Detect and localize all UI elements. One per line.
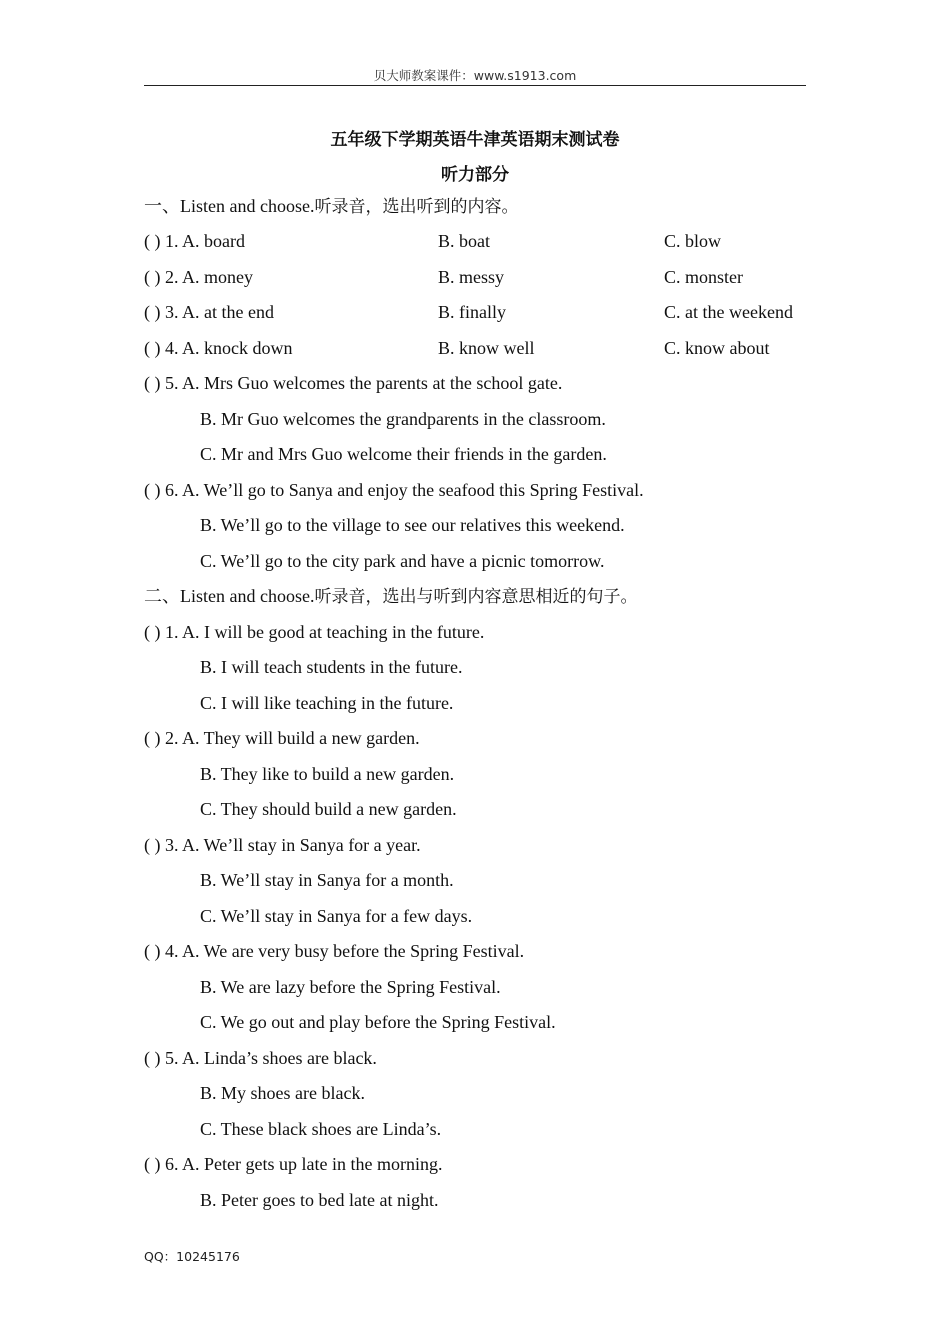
option-a: ( ) 1. A. board xyxy=(144,231,245,251)
s2-question-5-option-a: ( ) 5. A. Linda’s shoes are black. xyxy=(144,1048,377,1068)
s2-question-6-option-a: ( ) 6. A. Peter gets up late in the morning. xyxy=(144,1154,443,1174)
question-row xyxy=(144,265,806,289)
s2-question-3-option-a: ( ) 3. A. We’ll stay in Sanya for a year. xyxy=(144,835,421,855)
section2-heading xyxy=(144,584,637,608)
exam-title: 五年级下学期英语牛津英语期末测试卷 xyxy=(330,130,620,150)
s2-question-4-option-c: C. We go out and play before the Spring Festival. xyxy=(200,1012,556,1032)
s2-question-5-option-c: C. These black shoes are Linda’s. xyxy=(200,1119,442,1139)
question-row xyxy=(144,300,806,324)
s2-question-4-option-a: ( ) 4. A. We are very busy before the Spring Festival. xyxy=(144,941,525,961)
question-row xyxy=(144,229,806,253)
option-b: B. boat xyxy=(438,231,490,251)
header-rule xyxy=(144,85,806,86)
s2-question-1-option-a: ( ) 1. A. I will be good at teaching in the future. xyxy=(144,622,485,642)
option-b: B. messy xyxy=(438,267,505,287)
s2-question-4-option-b: B. We are lazy before the Spring Festival. xyxy=(200,977,501,997)
exam-subtitle: 听力部分 xyxy=(441,165,509,185)
question-6-option-c: C. We’ll go to the city park and have a picnic tomorrow. xyxy=(200,551,605,571)
question-5-option-a: ( ) 5. A. Mrs Guo welcomes the parents at the school gate. xyxy=(144,373,563,393)
section2-heading-en: 二、Listen and choose. xyxy=(144,586,315,606)
section2-heading-zh: 听录音，选出与听到内容意思相近的句子。 xyxy=(314,587,638,607)
option-b: B. know well xyxy=(438,338,535,358)
option-b: B. finally xyxy=(438,302,506,322)
option-c: C. monster xyxy=(664,267,743,287)
s2-question-6-option-b: B. Peter goes to bed late at night. xyxy=(200,1190,439,1210)
s2-question-1-option-b: B. I will teach students in the future. xyxy=(200,657,463,677)
section1-heading-en: 一、Listen and choose. xyxy=(144,196,315,216)
question-5-option-c: C. Mr and Mrs Guo welcome their friends in the garden. xyxy=(200,444,607,464)
page-footer: QQ：10245176 xyxy=(144,1249,240,1264)
question-6-option-b: B. We’ll go to the village to see our relatives this weekend. xyxy=(200,515,625,535)
section1-heading xyxy=(144,194,518,218)
option-a: ( ) 3. A. at the end xyxy=(144,302,274,322)
question-row xyxy=(144,336,806,360)
option-c: C. at the weekend xyxy=(664,302,793,322)
option-c: C. know about xyxy=(664,338,770,358)
s2-question-3-option-b: B. We’ll stay in Sanya for a month. xyxy=(200,870,454,890)
page-header: 贝大师教案课件：www.s1913.com xyxy=(373,68,577,83)
section1-heading-zh: 听录音，选出听到的内容。 xyxy=(314,197,519,217)
s2-question-2-option-c: C. They should build a new garden. xyxy=(200,799,457,819)
s2-question-3-option-c: C. We’ll stay in Sanya for a few days. xyxy=(200,906,473,926)
option-c: C. blow xyxy=(664,231,722,251)
option-a: ( ) 4. A. knock down xyxy=(144,338,293,358)
question-5-option-b: B. Mr Guo welcomes the grandparents in the classroom. xyxy=(200,409,606,429)
s2-question-5-option-b: B. My shoes are black. xyxy=(200,1083,365,1103)
option-a: ( ) 2. A. money xyxy=(144,267,253,287)
question-6-option-a: ( ) 6. A. We’ll go to Sanya and enjoy the seafood this Spring Festival. xyxy=(144,480,644,500)
s2-question-2-option-a: ( ) 2. A. They will build a new garden. xyxy=(144,728,420,748)
s2-question-1-option-c: C. I will like teaching in the future. xyxy=(200,693,454,713)
s2-question-2-option-b: B. They like to build a new garden. xyxy=(200,764,455,784)
